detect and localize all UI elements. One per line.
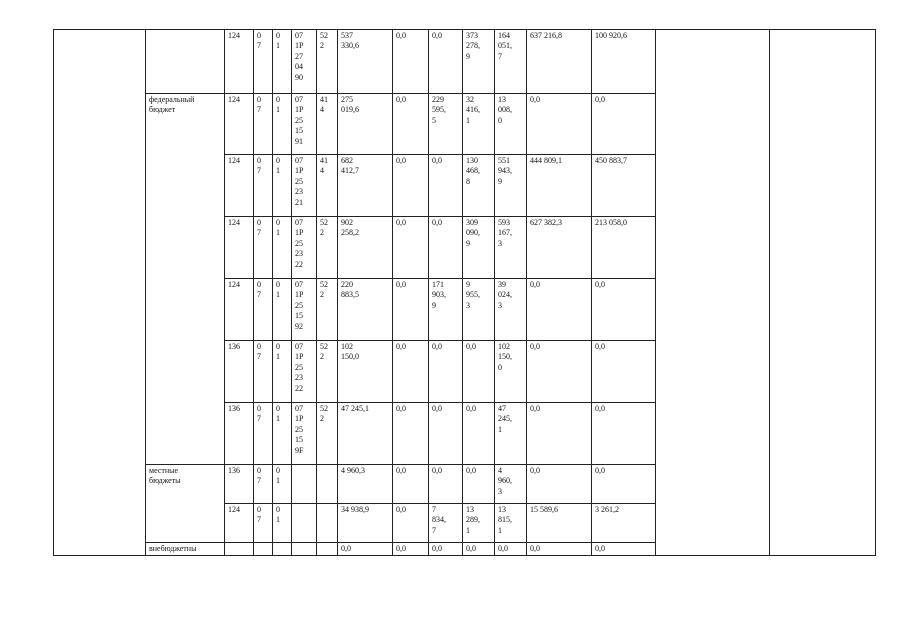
- table-cell: 309 090, 9: [463, 217, 495, 279]
- table-cell: 0 1: [273, 155, 292, 217]
- table-row: [54, 30, 876, 94]
- table-cell: 0 7: [254, 341, 273, 403]
- table-cell: 0 1: [273, 217, 292, 279]
- table-cell: 07 1Р 27 04 90: [292, 30, 317, 94]
- table-cell: 229 595, 5: [429, 94, 463, 155]
- table-cell: 0,0: [527, 94, 592, 155]
- table-cell: 164 051, 7: [495, 30, 527, 94]
- table-cell: 0,0: [393, 155, 429, 217]
- table-cell: 0 7: [254, 465, 273, 504]
- table-cell: 0 7: [254, 30, 273, 94]
- table-cell: 171 903, 9: [429, 279, 463, 341]
- table-cell: 47 245, 1: [495, 403, 527, 465]
- table-cell: 4 960,3: [338, 465, 393, 504]
- table-cell: 0,0: [463, 465, 495, 504]
- table-cell: 07 1Р 25 15 9F: [292, 403, 317, 465]
- budget-table: [53, 29, 876, 556]
- table-cell: 593 167, 3: [495, 217, 527, 279]
- table-cell: 52 2: [317, 341, 338, 403]
- table-cell: 0,0: [429, 341, 463, 403]
- table-cell: 07 1Р 25 15 92: [292, 279, 317, 341]
- table-cell: 213 058,0: [592, 217, 656, 279]
- table-cell: 220 883,5: [338, 279, 393, 341]
- table-cell: федеральный бюджет: [146, 94, 225, 465]
- table-cell: [770, 30, 876, 556]
- table-cell: [292, 504, 317, 543]
- table-cell: 0,0: [393, 94, 429, 155]
- table-cell: 0,0: [429, 465, 463, 504]
- table-cell: [254, 543, 273, 556]
- table-cell: 0,0: [429, 30, 463, 94]
- table-cell: 124: [225, 155, 254, 217]
- table-cell: 100 920,6: [592, 30, 656, 94]
- table-cell: 373 278, 9: [463, 30, 495, 94]
- table-cell: 0,0: [393, 465, 429, 504]
- table-cell: 0,0: [429, 155, 463, 217]
- table-cell: 13 815, 1: [495, 504, 527, 543]
- table-cell: 0,0: [527, 465, 592, 504]
- table-cell: 0 1: [273, 403, 292, 465]
- table-cell: 07 1Р 25 23 21: [292, 155, 317, 217]
- table-cell: 450 883,7: [592, 155, 656, 217]
- table-cell: 9 955, 3: [463, 279, 495, 341]
- table-cell: 0,0: [393, 403, 429, 465]
- table-cell: 0 7: [254, 217, 273, 279]
- table-cell: 0,0: [393, 279, 429, 341]
- table-cell: 52 2: [317, 217, 338, 279]
- table-cell: 0,0: [393, 543, 429, 556]
- table-cell: 0,0: [527, 279, 592, 341]
- table-cell: 13 289, 1: [463, 504, 495, 543]
- table-cell: 07 1Р 25 23 22: [292, 341, 317, 403]
- table-cell: 0,0: [463, 543, 495, 556]
- table-cell: 0 7: [254, 403, 273, 465]
- table-cell: 52 2: [317, 279, 338, 341]
- table-cell: 13 008, 0: [495, 94, 527, 155]
- table-cell: 537 330,6: [338, 30, 393, 94]
- table-cell: 551 943, 9: [495, 155, 527, 217]
- table-cell: 0 1: [273, 94, 292, 155]
- table-cell: 102 150,0: [338, 341, 393, 403]
- table-cell: 0,0: [463, 403, 495, 465]
- table-cell: 0,0: [495, 543, 527, 556]
- table-cell: 0 1: [273, 341, 292, 403]
- table-cell: 136: [225, 465, 254, 504]
- table-cell: 4 960, 3: [495, 465, 527, 504]
- table-cell: 0,0: [429, 403, 463, 465]
- table-cell: 39 024, 3: [495, 279, 527, 341]
- table-cell: 47 245,1: [338, 403, 393, 465]
- table-cell: 0,0: [527, 341, 592, 403]
- table-cell: 7 834, 7: [429, 504, 463, 543]
- table-cell: 124: [225, 94, 254, 155]
- table-cell: 0,0: [429, 217, 463, 279]
- table-cell: 444 809,1: [527, 155, 592, 217]
- table-cell: 102 150, 0: [495, 341, 527, 403]
- table-cell: 0 7: [254, 279, 273, 341]
- table-cell: [656, 30, 770, 556]
- table-cell: 637 216,8: [527, 30, 592, 94]
- table-cell: [292, 465, 317, 504]
- table-cell: [317, 465, 338, 504]
- table-cell: 0,0: [393, 30, 429, 94]
- table-cell: 0 7: [254, 504, 273, 543]
- table-cell: местные бюджеты: [146, 465, 225, 543]
- table-cell: 0,0: [592, 543, 656, 556]
- table-cell: 3 261,2: [592, 504, 656, 543]
- table-cell: [54, 30, 146, 556]
- table-cell: 627 382,3: [527, 217, 592, 279]
- table-cell: 130 468, 8: [463, 155, 495, 217]
- table-cell: 136: [225, 403, 254, 465]
- table-cell: 52 2: [317, 403, 338, 465]
- table-cell: [225, 543, 254, 556]
- table-cell: 136: [225, 341, 254, 403]
- table-cell: 32 416, 1: [463, 94, 495, 155]
- table-cell: [146, 30, 225, 94]
- table-cell: [317, 543, 338, 556]
- table-cell: 0,0: [527, 543, 592, 556]
- table-cell: 0,0: [429, 543, 463, 556]
- table-cell: 34 938,9: [338, 504, 393, 543]
- table-cell: 41 4: [317, 155, 338, 217]
- table-cell: 682 412,7: [338, 155, 393, 217]
- table-cell: [292, 543, 317, 556]
- table-cell: 902 258,2: [338, 217, 393, 279]
- table-cell: 124: [225, 217, 254, 279]
- table-cell: 124: [225, 504, 254, 543]
- table-cell: 0,0: [592, 341, 656, 403]
- table-cell: 0 1: [273, 504, 292, 543]
- table-cell: 0 7: [254, 94, 273, 155]
- table-cell: 0 1: [273, 279, 292, 341]
- table-cell: [317, 504, 338, 543]
- table-cell: 0,0: [592, 94, 656, 155]
- table-cell: 275 019,6: [338, 94, 393, 155]
- table-cell: 0 1: [273, 30, 292, 94]
- table-cell: 0,0: [527, 403, 592, 465]
- table-cell: 0 7: [254, 155, 273, 217]
- table-cell: 0,0: [463, 341, 495, 403]
- table-cell: 0,0: [592, 403, 656, 465]
- table-cell: 124: [225, 279, 254, 341]
- table-cell: 07 1Р 25 15 91: [292, 94, 317, 155]
- table-cell: 0,0: [393, 217, 429, 279]
- table-cell: 41 4: [317, 94, 338, 155]
- table-cell: 0,0: [592, 279, 656, 341]
- table-cell: 124: [225, 30, 254, 94]
- table-cell: 52 2: [317, 30, 338, 94]
- table-cell: 0,0: [393, 504, 429, 543]
- table-cell: 0,0: [393, 341, 429, 403]
- table-cell: [273, 543, 292, 556]
- table-cell: внебюджетны: [146, 543, 225, 556]
- table-cell: 0 1: [273, 465, 292, 504]
- table-cell: 0,0: [338, 543, 393, 556]
- table-cell: 15 589,6: [527, 504, 592, 543]
- table-cell: 0,0: [592, 465, 656, 504]
- table-cell: 07 1Р 25 23 22: [292, 217, 317, 279]
